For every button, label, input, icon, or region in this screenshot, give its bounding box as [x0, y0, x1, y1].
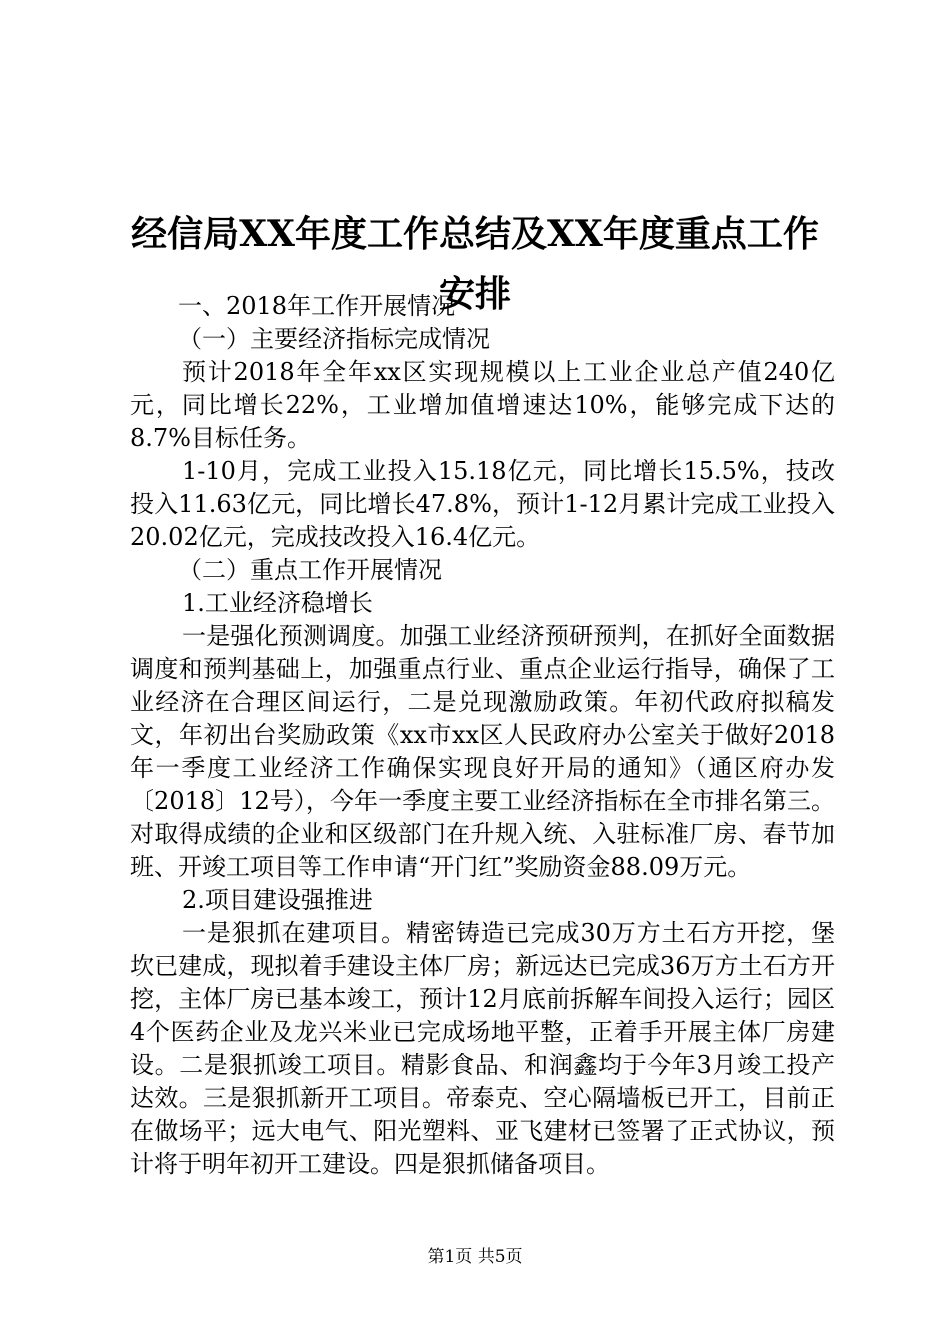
- page-footer: 第1页 共5页: [427, 1247, 523, 1267]
- section-heading: 一、2018年工作开展情况: [178, 292, 456, 320]
- document-title: 经信局XX年度工作总结及XX年度重点工作安排: [131, 213, 819, 316]
- subsection-heading: （二）重点工作开展情况: [178, 556, 442, 584]
- paragraph: 1-10月，完成工业投入15.18亿元，同比增长15.5%，技改投入11.63亿元，同比增长47.8%，预计1-12月累计完成工业投入20.02亿元，完成技改投入16.4亿元。: [130, 457, 835, 551]
- paragraph: 一是狠抓在建项目。精密铸造已完成30万方土石方开挖，堡坎已建成，现拟着手建设主体厂房；新远达已完成36万方土石方开挖，主体厂房已基本竣工，预计12月底前拆解车间投入运行；园区4个医药企业及龙兴米业已完成场地平整，正着手开展主体厂房建设。二是狠抓竣工项目。精影食品、和润鑫均于今年3月竣工投产达效。三是狠抓新开工项目。帝泰克、空心隔墙板已开工，目前正在做场平；远大电气、阳光塑料、亚飞建材已签署了正式协议，预计将于明年初开工建设。四是狠抓储备项目。: [130, 919, 835, 1178]
- item-heading: 1.工业经济稳增长: [182, 589, 373, 617]
- paragraph: 预计2018年全年xx区实现规模以上工业企业总产值240亿元，同比增长22%，工业增加值增速达10%，能够完成下达的8.7%目标任务。: [130, 358, 835, 452]
- paragraph: 一是强化预测调度。加强工业经济预研预判，在抓好全面数据调度和预判基础上，加强重点行业、重点企业运行指导，确保了工业经济在合理区间运行，二是兑现激励政策。年初代政府拟稿发文，年初出台奖励政策《xx市xx区人民政府办公室关于做好2018年一季度工业经济工作确保实现良好开局的通知》（通区府办发〔2018〕12号），今年一季度主要工业经济指标在全市排名第三。对取得成绩的企业和区级部门在升规入统、入驻标准厂房、春节加班、开竣工项目等工作申请“开门红”奖励资金88.09万元。: [130, 622, 835, 881]
- subsection-heading: （一）主要经济指标完成情况: [178, 325, 490, 353]
- document-body: [130, 290, 835, 1181]
- item-heading: 2.项目建设强推进: [182, 886, 373, 914]
